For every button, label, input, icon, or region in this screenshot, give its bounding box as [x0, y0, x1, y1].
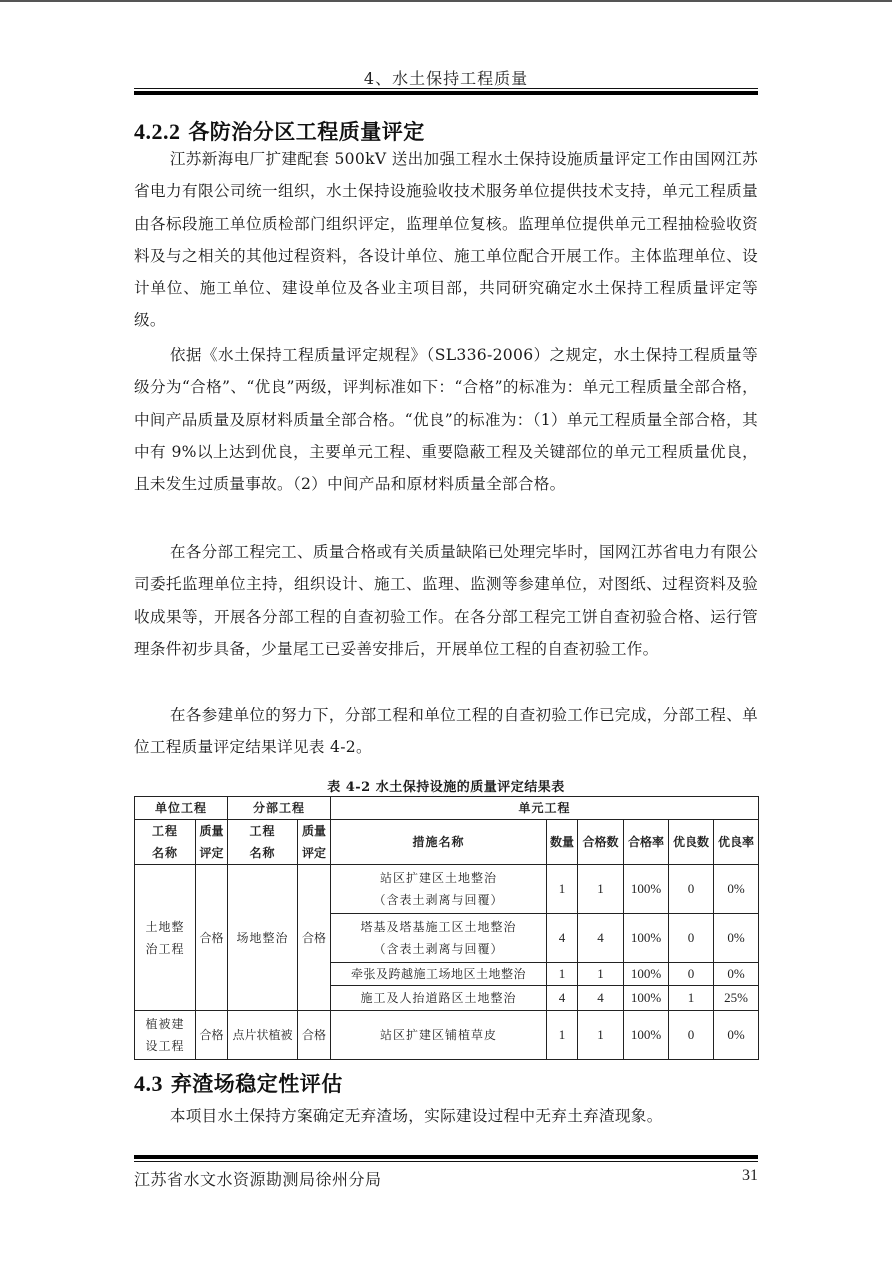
- pass-count-cell: 4: [578, 914, 624, 963]
- count-cell: 4: [547, 914, 578, 963]
- sub-name-cell: 点片状植被: [228, 1011, 298, 1060]
- page-number: 31: [742, 1167, 758, 1184]
- pass-count-cell: 1: [578, 963, 624, 986]
- pass-rate-cell: 100%: [624, 986, 669, 1011]
- col-excellent-rate: 优良率: [714, 820, 759, 865]
- excellent-count-cell: 0: [669, 865, 714, 914]
- page-top-edge: [0, 0, 892, 2]
- table-caption: 表 4-2 水土保持设施的质量评定结果表: [327, 780, 565, 795]
- excellent-rate-cell: 0%: [714, 914, 759, 963]
- footer-rule-thin: [134, 1161, 758, 1162]
- paragraph-3: 在各分部工程完工、质量合格或有关质量缺陷已处理完毕时，国网江苏省电力有限公司委托监理单位主持，组织设计、施工、监理、监测等参建单位，对图纸、过程资料及验收成果等，开展各分部工程的自查初验工作。在各分部工程完工饼自查初验合格、运行管理条件初步具备，少量尾工已妥善安排后，开展单位工程的自查初验工作。: [134, 543, 758, 658]
- paragraph-4-3: 本项目水土保持方案确定无弃渣场，实际建设过程中无弃土弃渣现象。: [169, 1107, 663, 1125]
- measure-cell: 施工及人抬道路区土地整治: [331, 986, 547, 1011]
- section-title: 各防治分区工程质量评定: [188, 119, 425, 144]
- measure-cell: 牵张及跨越施工场地区土地整治: [331, 963, 547, 986]
- col-pass-rate: 合格率: [624, 820, 669, 865]
- col-excellent-count: 优良数: [669, 820, 714, 865]
- pass-rate-cell: 100%: [624, 865, 669, 914]
- header-unit-project: 单位工程: [135, 797, 228, 820]
- table-row: [135, 1011, 759, 1060]
- col-sub-quality: 质量评定: [298, 820, 331, 865]
- section-number: 4.3: [134, 1071, 163, 1096]
- section-title: 弃渣场稳定性评估: [170, 1071, 343, 1096]
- table-row: [135, 865, 759, 914]
- unit-name-cell: 植被建设工程: [135, 1011, 196, 1060]
- col-sub-name: 工程名称: [228, 820, 298, 865]
- col-count: 数量: [547, 820, 578, 865]
- excellent-rate-cell: 0%: [714, 963, 759, 986]
- section-heading-4-3: [134, 1068, 343, 1098]
- unit-name-cell: 土地整治工程: [135, 865, 196, 1011]
- paragraph-4: 在各参建单位的努力下，分部工程和单位工程的自查初验工作已完成，分部工程、单位工程质量评定结果详见表 4-2。: [134, 706, 758, 757]
- footer-organization: 江苏省水文水资源勘测局徐州分局: [134, 1170, 382, 1189]
- measure-cell: 站区扩建区土地整治（含表土剥离与回覆）: [331, 865, 547, 914]
- header-rule-thick: [134, 91, 758, 95]
- paragraph-1: 江苏新海电厂扩建配套 500kV 送出加强工程水土保持设施质量评定工作由国网江苏省电力有限公司统一组织，水土保持设施验收技术服务单位提供技术支持，单元工程质量由各标段施工单位质检部门组织评定，监理单位复核。监理单位提供单元工程抽检验收资料及与之相关的其他过程资料，各设计单位、施工单位配合开展工作。主体监理单位、设计单位、施工单位、建设单位及各业主项目部，共同研究确定水土保持工程质量评定等级。: [134, 150, 758, 330]
- pass-count-cell: 1: [578, 865, 624, 914]
- section-number: 4.2.2: [134, 119, 181, 144]
- pass-count-cell: 4: [578, 986, 624, 1011]
- header-element-project: 单元工程: [331, 797, 759, 820]
- excellent-count-cell: 0: [669, 914, 714, 963]
- header-rule-thin: [134, 88, 758, 89]
- pass-rate-cell: 100%: [624, 1011, 669, 1060]
- excellent-count-cell: 0: [669, 963, 714, 986]
- pass-rate-cell: 100%: [624, 914, 669, 963]
- count-cell: 1: [547, 865, 578, 914]
- sub-quality-cell: 合格: [298, 865, 331, 1011]
- sub-name-cell: 场地整治: [228, 865, 298, 1011]
- table-column-header-row: [135, 820, 759, 865]
- paragraph-2: 依据《水土保持工程质量评定规程》（SL336-2006）之规定，水土保持工程质量等级分为“合格”、“优良”两级，评判标准如下：“合格”的标准为：单元工程质量全部合格，中间产品质量及原材料质量全部合格。“优良”的标准为：（1）单元工程质量全部合格，其中有 9%以上达到优良，主要单元工程、重要隐蔽工程及关键部位的单元工程质量优良，且未发生过质量事故。（2）中间产品和原材料质量全部合格。: [134, 346, 758, 494]
- count-cell: 1: [547, 1011, 578, 1060]
- col-unit-quality: 质量评定: [196, 820, 228, 865]
- col-pass-count: 合格数: [578, 820, 624, 865]
- col-measure: 措施名称: [331, 820, 547, 865]
- footer-rule-thick: [134, 1155, 758, 1159]
- count-cell: 4: [547, 986, 578, 1011]
- section-heading-4-2-2: [134, 116, 425, 146]
- excellent-count-cell: 0: [669, 1011, 714, 1060]
- pass-count-cell: 1: [578, 1011, 624, 1060]
- excellent-rate-cell: 0%: [714, 1011, 759, 1060]
- sub-quality-cell: 合格: [298, 1011, 331, 1060]
- pass-rate-cell: 100%: [624, 963, 669, 986]
- col-unit-name: 工程名称: [135, 820, 196, 865]
- quality-assessment-table: [134, 796, 759, 1060]
- measure-cell: 塔基及塔基施工区土地整治（含表土剥离与回覆）: [331, 914, 547, 963]
- measure-cell: 站区扩建区铺植草皮: [331, 1011, 547, 1060]
- header-sub-project: 分部工程: [228, 797, 331, 820]
- excellent-count-cell: 1: [669, 986, 714, 1011]
- excellent-rate-cell: 25%: [714, 986, 759, 1011]
- unit-quality-cell: 合格: [196, 865, 228, 1011]
- excellent-rate-cell: 0%: [714, 865, 759, 914]
- running-header: 4、水土保持工程质量: [363, 69, 529, 88]
- count-cell: 1: [547, 963, 578, 986]
- table-group-header-row: [135, 797, 759, 820]
- unit-quality-cell: 合格: [196, 1011, 228, 1060]
